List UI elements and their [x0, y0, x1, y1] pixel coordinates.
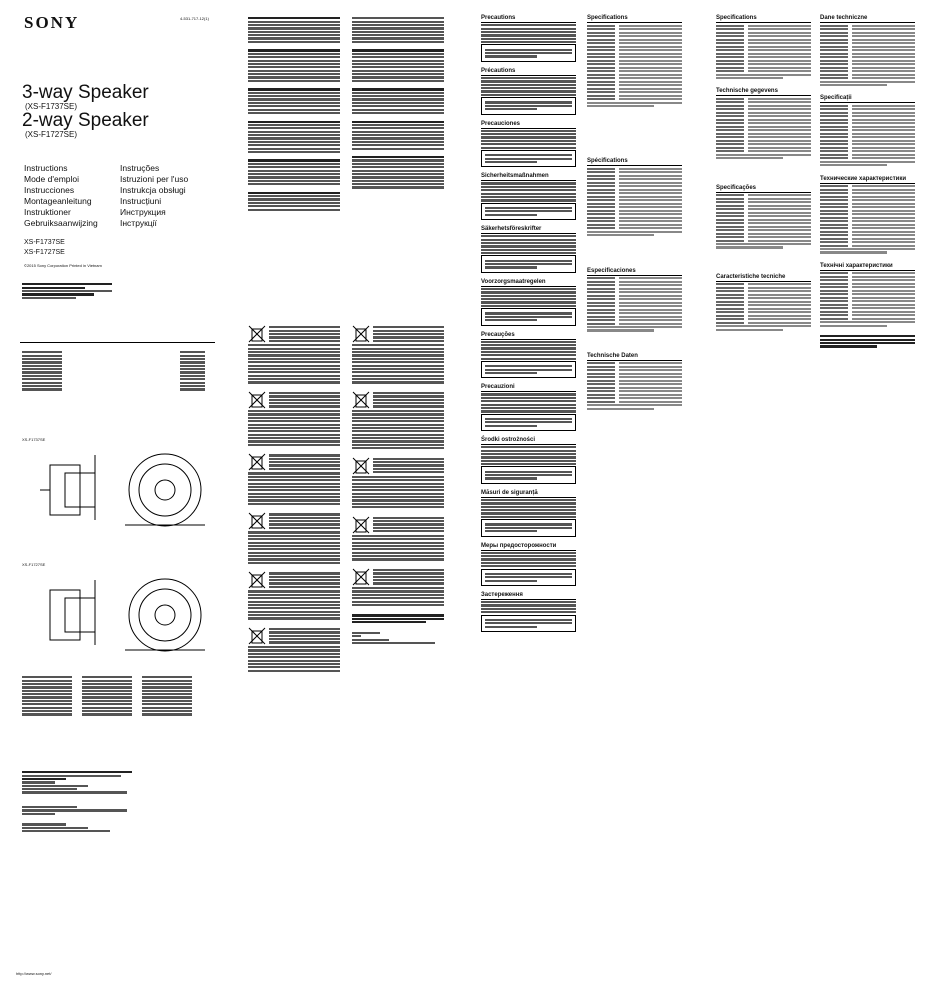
model-list: XS-F1737SE XS-F1727SE [24, 239, 65, 256]
section-heading: Precautions [481, 15, 576, 23]
disposal-blocks-col2 [248, 325, 340, 673]
crossed-bin-icon [248, 571, 266, 589]
precautions-column [481, 15, 576, 632]
crossed-bin-icon [352, 516, 370, 534]
section-heading: Precauzioni [481, 384, 576, 392]
crossed-bin-icon [352, 568, 370, 586]
section-heading: Especificaciones [587, 268, 682, 276]
section-heading: Specificações [716, 185, 811, 193]
text-column-2-top [248, 16, 340, 212]
dimensions-labels [22, 350, 62, 392]
section-heading: Spécifications [587, 158, 682, 166]
specs-column-8 [820, 15, 915, 349]
dimensions-labels-right [180, 350, 205, 392]
title-2way: 2-way Speaker [22, 110, 149, 131]
specs-column-6 [587, 15, 682, 411]
model-3way: (XS-F1737SE) [25, 102, 78, 111]
crossed-bin-icon [248, 391, 266, 409]
document-code: 4-531-717-12(1) [180, 16, 209, 21]
section-heading: Меры предосторожности [481, 543, 576, 551]
manufacturer-info [22, 282, 112, 300]
crossed-bin-icon [248, 512, 266, 530]
section-heading: Технічні характеристики [820, 263, 915, 271]
crossed-bin-icon [352, 391, 370, 409]
section-heading: Precauções [481, 332, 576, 340]
diagram-label-a: XS-F1737SE [22, 437, 46, 442]
speaker-diagram-3way [30, 445, 210, 530]
diagram-label-b: XS-F1727SE [22, 562, 46, 567]
disposal-blocks-col3 [352, 325, 444, 645]
language-list-right: Instruções Istruzioni per l'uso Instrukcja obsługi Instrucțiuni Инструкция Інструкції [120, 163, 189, 228]
specs-column-7 [716, 15, 811, 332]
speaker-diagram-2way [30, 570, 210, 655]
section-heading: Précautions [481, 68, 576, 76]
model-2way: (XS-F1727SE) [25, 130, 78, 139]
section-heading: Застереження [481, 592, 576, 600]
section-heading: Precauciones [481, 121, 576, 129]
section-heading: Caracteristiche tecniche [716, 274, 811, 282]
crossed-bin-icon [248, 325, 266, 343]
divider [20, 342, 215, 343]
language-list-left: Instructions Mode d'emploi Instrucciones Montageanleitung Instruktioner Gebruiksaanwijzing [24, 163, 98, 228]
crossed-bin-icon [352, 325, 370, 343]
sony-url: http://www.sony.net/ [16, 971, 52, 976]
section-heading: Technische gegevens [716, 88, 811, 96]
section-heading: Specifications [716, 15, 811, 23]
section-heading: Säkerhetsföreskrifter [481, 226, 576, 234]
section-heading: Specificații [820, 95, 915, 103]
sony-logo: SONY [24, 13, 80, 32]
section-heading: Voorzorgsmaatregelen [481, 279, 576, 287]
section-heading: Технические характеристики [820, 176, 915, 184]
section-heading: Środki ostrożności [481, 437, 576, 445]
crossed-bin-icon [248, 627, 266, 645]
title-block [22, 83, 149, 139]
title-3way: 3-way Speaker [22, 82, 149, 103]
section-heading: Dane techniczne [820, 15, 915, 23]
section-heading: Technische Daten [587, 353, 682, 361]
copyright: ©2015 Sony Corporation Printed in Vietnam [24, 263, 102, 268]
section-heading: Specifications [587, 15, 682, 23]
reference-legend [22, 675, 202, 717]
import-info [22, 770, 132, 833]
text-column-3-top [352, 16, 444, 190]
crossed-bin-icon [352, 457, 370, 475]
section-heading: Măsuri de siguranță [481, 490, 576, 498]
crossed-bin-icon [248, 453, 266, 471]
section-heading: Sicherheitsmaßnahmen [481, 173, 576, 181]
